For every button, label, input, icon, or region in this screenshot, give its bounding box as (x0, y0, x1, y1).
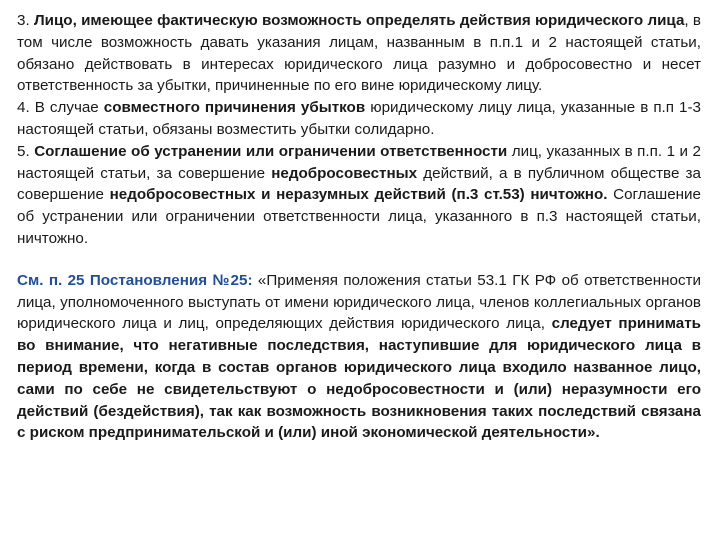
paragraph-4 (17, 97, 701, 141)
ruling-text: «Применяя положения статьи 53.1 ГК РФ об ответственности лица, уполномоченного выступать от имени юридического лица, членов коллегиальных органов юридического лица и лиц, определяющих действия юридического лица, (17, 271, 701, 333)
paragraph-3 (17, 10, 701, 97)
paragraph-ruling (17, 270, 701, 444)
p3-number: 3. (17, 12, 34, 29)
paragraph-gap (17, 250, 701, 270)
ruling-bold-text: следует принимать во внимание, что негативные последствия, наступившие для юридического лица в период времени, когда в состав органов юридического лица входило названное лицо, сами по себе не свидетельствуют о недобросовестности и (или) неразумности его действий (бездействия), так как возможность возникновения таких последствий связана с риском предпринимательской и (или) иной экономической деятельности». (17, 315, 701, 442)
p5-bold-unfair: недобросовестных (271, 164, 418, 182)
document-page (17, 10, 701, 444)
ruling-reference: См. п. 25 Постановления №25: (17, 271, 253, 289)
p5-text-3: Соглашение об устранении или ограничении ответственности лица, указанного в п.3 настоящей статьи, ничтожно. (17, 186, 701, 247)
p4-bold-term: совместного причинения убытков (103, 99, 366, 117)
p5-bold-void: недобросовестных и неразумных действий (п.3 ст.53) ничтожно. (109, 186, 608, 204)
p3-bold-subject: Лицо, имеющее фактическую возможность определять действия юридического лица (33, 12, 685, 29)
p4-text: юридическому лицу лица, указанные в п.п 1-3 настоящей статьи, обязаны возместить убытки солидарно. (17, 99, 701, 138)
p3-text: , в том числе возможность давать указания лицам, названным в п.п.1 и 2 настоящей статьи, обязано действовать в интересах юридического лица разумно и добросовестно и несет ответственность за убытки, причиненные по его вине юридическому лицу. (17, 12, 701, 95)
paragraph-5 (17, 141, 701, 250)
p5-number: 5. (17, 142, 35, 160)
p5-text-2: действий, а в публичном обществе за совершение (17, 164, 701, 204)
p5-bold-agreement: Соглашение об устранении или ограничении ответственности (34, 142, 508, 160)
p4-text-start: 4. В случае (17, 99, 104, 117)
p5-text-1: лиц, указанных в п.п. 1 и 2 настоящей статьи, за совершение (17, 142, 701, 182)
